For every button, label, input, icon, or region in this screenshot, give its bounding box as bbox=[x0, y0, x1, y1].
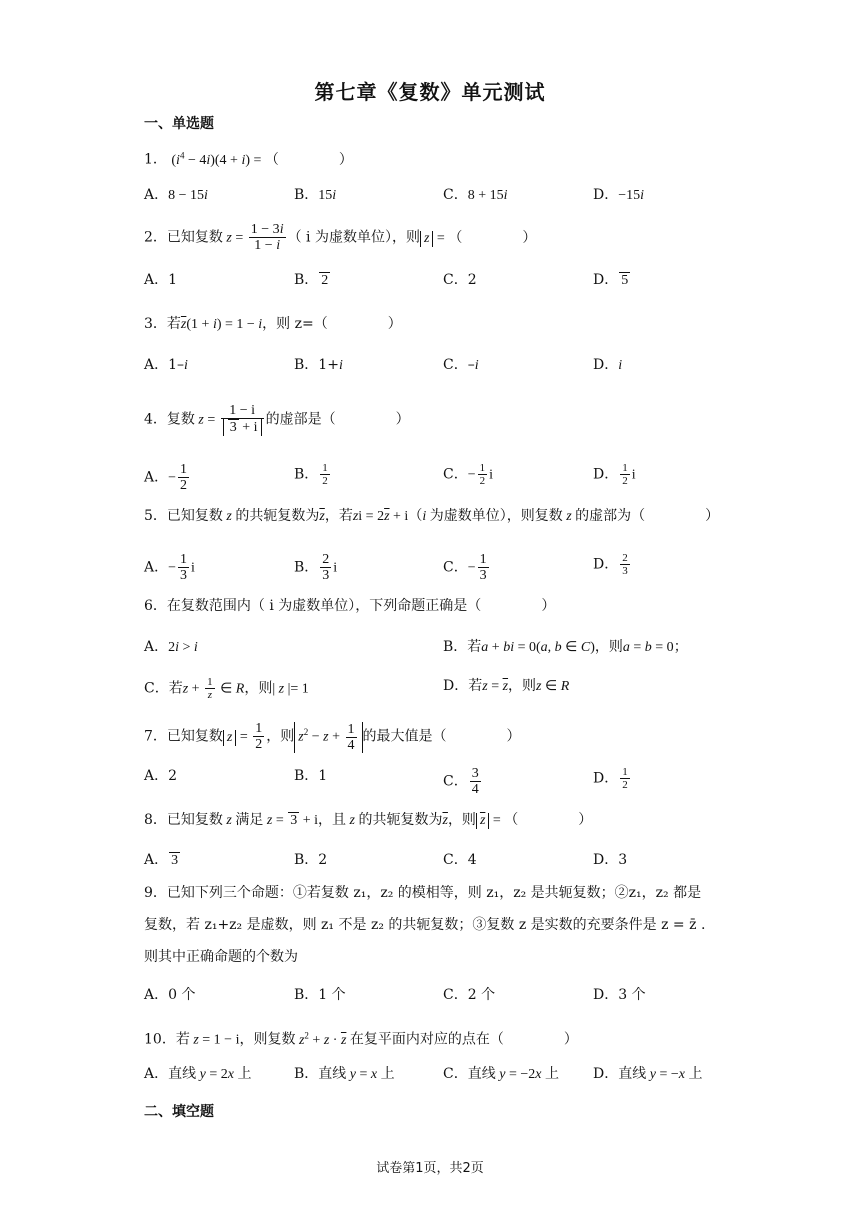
option-1d[interactable]: D．−15i bbox=[593, 187, 645, 203]
option-9b[interactable]: B．1 个 bbox=[294, 987, 346, 1003]
question-1-expression: $(i^4 - 4i)(4 + i)$ = （ ） bbox=[171, 150, 353, 168]
question-9-line-2: 复数，若 z₁+z₂ 是虚数，则 z₁ 不是 z₂ 的共轭复数；③复数 z 是实数的充要条件是 z = z̄ . bbox=[144, 917, 706, 933]
option-10a[interactable]: A．直线 y = 2x 上 bbox=[144, 1066, 252, 1082]
option-5d[interactable]: D． $\frac{2}{3}$ bbox=[593, 552, 628, 577]
option-4d[interactable]: D． $\frac{1}{2}$ i bbox=[593, 462, 636, 487]
question-8: 8．已知复数 z 满足 z = 3 + i，且 z 的共轭复数为$\overline{z}$，则 $\overline{z}$ = （ ） bbox=[144, 812, 593, 828]
option-9a[interactable]: A．0 个 bbox=[144, 987, 196, 1003]
option-7b[interactable]: B．1 bbox=[294, 768, 328, 784]
option-3d[interactable]: D．i bbox=[593, 357, 623, 373]
section-single-choice: 一、单选题 bbox=[144, 116, 214, 132]
option-7d[interactable]: D． $\frac{1}{2}$ bbox=[593, 766, 628, 791]
question-3: 3．若$\overline{z}(1 + i) = 1 - i$，则 z=（ ） bbox=[144, 316, 402, 332]
question-2: 2．已知复数 z = $\frac{1 - 3i}{1 - i}$ （ i 为虚数单位），则 z = （ ） bbox=[144, 222, 537, 253]
question-6: 6．在复数范围内（ i 为虚数单位），下列命题正确是（ ） bbox=[144, 598, 556, 614]
page-footer: 试卷第1页，共2页 bbox=[376, 1161, 484, 1176]
question-9-line-1: 9．已知下列三个命题：①若复数 z₁，z₂ 的模相等，则 z₁，z₂ 是共轭复数；②z₁，z₂ 都是 bbox=[144, 885, 702, 901]
option-2c[interactable]: C．2 bbox=[443, 272, 477, 288]
option-9d[interactable]: D．3 个 bbox=[593, 987, 646, 1003]
option-2a[interactable]: A．1 bbox=[144, 272, 178, 288]
option-1a[interactable]: A．8 − 15i bbox=[144, 187, 208, 203]
option-6b[interactable]: B．若a + bi = 0(a, b ∈ C)，则a = b = 0； bbox=[443, 639, 688, 655]
option-3a[interactable]: A．1–i bbox=[144, 357, 188, 373]
option-10d[interactable]: D．直线 y = −x 上 bbox=[593, 1066, 703, 1082]
option-4a[interactable]: A．− $\frac{1}{2}$ bbox=[144, 462, 188, 493]
option-5a[interactable]: A．− $\frac{1}{3}$ i bbox=[144, 552, 195, 583]
option-8d[interactable]: D．3 bbox=[593, 852, 628, 868]
question-4: 4．复数 z = $\frac{1 - i}{3 + i}$ 的虚部是（ ） bbox=[144, 403, 410, 435]
option-3b[interactable]: B．1+i bbox=[294, 357, 343, 373]
question-number: 1． bbox=[144, 151, 167, 168]
page-title: 第七章《复数》单元测试 bbox=[314, 80, 546, 104]
option-4b[interactable]: B． $\frac{1}{2}$ bbox=[294, 462, 328, 487]
option-4c[interactable]: C．− $\frac{1}{2}$ i bbox=[443, 462, 494, 487]
option-10c[interactable]: C．直线 y = −2x 上 bbox=[443, 1066, 559, 1082]
option-7a[interactable]: A．2 bbox=[144, 768, 178, 784]
question-7: 7．已知复数 z = $\frac{1}{2}$ ，则 $z^2 - z$ + $\frac{1}{4}$ 的最大值是（ ） bbox=[144, 721, 521, 753]
option-2d[interactable]: D． 5 bbox=[593, 272, 629, 288]
option-7c[interactable]: C． $\frac{3}{4}$ bbox=[443, 766, 479, 797]
section-fill-blank: 二、填空题 bbox=[144, 1104, 214, 1120]
option-9c[interactable]: C．2 个 bbox=[443, 987, 496, 1003]
question-9-line-3: 则其中正确命题的个数为 bbox=[144, 949, 298, 965]
question-10: 10．若 z = 1 − i，则复数 $z^2 + z \cdot \overline{z}$ 在复平面内对应的点在（ ） bbox=[144, 1030, 578, 1048]
option-10b[interactable]: B．直线 y = x 上 bbox=[294, 1066, 395, 1082]
option-8b[interactable]: B．2 bbox=[294, 852, 328, 868]
option-5b[interactable]: B． $\frac{2}{3}$ i bbox=[294, 552, 338, 583]
option-1c[interactable]: C．8 + 15i bbox=[443, 187, 508, 203]
question-9 bbox=[144, 877, 719, 973]
option-6d[interactable]: D．若$z = \overline{z}$，则z ∈ R bbox=[443, 678, 570, 694]
option-8c[interactable]: C．4 bbox=[443, 852, 477, 868]
question-5: 5．已知复数 z 的共轭复数为$\overline{z}$，若zi = $2\overline{z} + i(i$ 为虚数单位），则复数 z 的虚部为（ ） bbox=[144, 508, 720, 524]
option-3c[interactable]: C．–i bbox=[443, 357, 479, 373]
option-6c[interactable]: C．若z + $\frac{1}{z}$ ∈ R，则| z |= 1 bbox=[144, 676, 309, 701]
option-6a[interactable]: A．2i > i bbox=[144, 639, 198, 655]
option-1b[interactable]: B．15i bbox=[294, 187, 337, 203]
option-2b[interactable]: B． 2 bbox=[294, 272, 329, 288]
question-1 bbox=[144, 145, 353, 171]
option-8a[interactable]: A． 3 bbox=[144, 852, 179, 868]
option-5c[interactable]: C．− $\frac{1}{3}$ bbox=[443, 552, 487, 583]
